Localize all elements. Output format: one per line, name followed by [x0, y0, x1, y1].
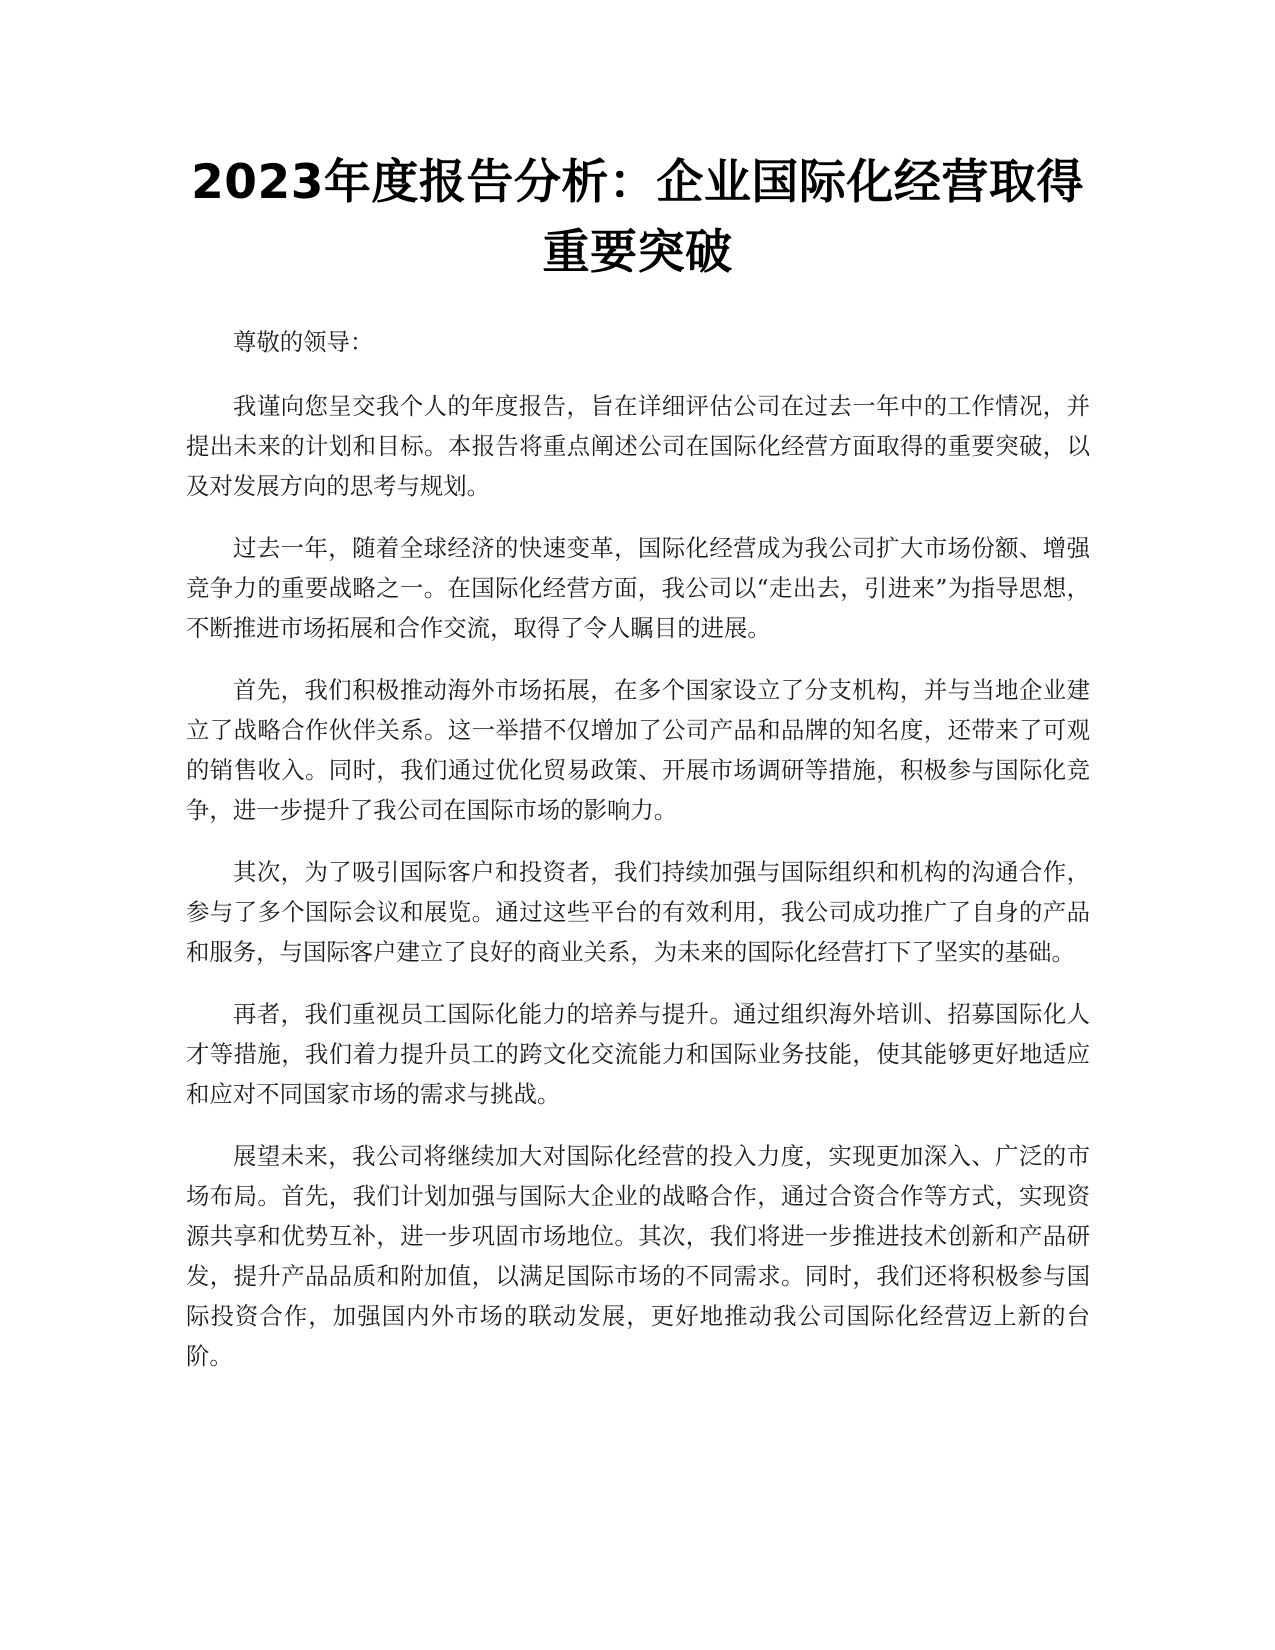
paragraph-outlook: 展望未来，我公司将继续加大对国际化经营的投入力度，实现更加深入、广泛的市场布局。首先，我们计划加强与国际大企业的战略合作，通过合资合作等方式，实现资源共享和优势互补，进一步巩固市场地位。其次，我们将进一步推进技术创新和产品研发，提升产品品质和附加值，以满足国际市场的不同需求。同时，我们还将积极参与国际投资合作，加强国内外市场的联动发展，更好地推动我公司国际化经营迈上新的台阶。: [186, 1142, 1090, 1370]
paragraph-overseas-expansion: 首先，我们积极推动海外市场拓展，在多个国家设立了分支机构，并与当地企业建立了战略合作伙伴关系。这一举措不仅增加了公司产品和品牌的知名度，还带来了可观的销售收入。同时，我们通过优化贸易政策、开展市场调研等措施，积极参与国际化竞争，进一步提升了我公司在国际市场的影响力。: [186, 676, 1090, 824]
document-body: [186, 322, 1090, 1398]
paragraph-intro: 我谨向您呈交我个人的年度报告，旨在详细评估公司在过去一年中的工作情况，并提出未来的计划和目标。本报告将重点阐述公司在国际化经营方面取得的重要突破，以及对发展方向的思考与规划。: [186, 392, 1090, 500]
paragraph-overview: 过去一年，随着全球经济的快速变革，国际化经营成为我公司扩大市场份额、增强竞争力的重要战略之一。在国际化经营方面，我公司以“走出去，引进来”为指导思想，不断推进市场拓展和合作交流，取得了令人瞩目的进展。: [186, 534, 1090, 642]
document-title: 2023年度报告分析：企业国际化经营取得重要突破: [191, 155, 1084, 280]
paragraph-staff-development: 再者，我们重视员工国际化能力的培养与提升。通过组织海外培训、招募国际化人才等措施，我们着力提升员工的跨文化交流能力和国际业务技能，使其能够更好地适应和应对不同国家市场的需求与挑战。: [186, 1000, 1090, 1108]
paragraph-international-cooperation: 其次，为了吸引国际客户和投资者，我们持续加强与国际组织和机构的沟通合作，参与了多个国际会议和展览。通过这些平台的有效利用，我公司成功推广了自身的产品和服务，与国际客户建立了良好的商业关系，为未来的国际化经营打下了坚实的基础。: [186, 858, 1090, 966]
salutation: 尊敬的领导：: [233, 328, 374, 356]
